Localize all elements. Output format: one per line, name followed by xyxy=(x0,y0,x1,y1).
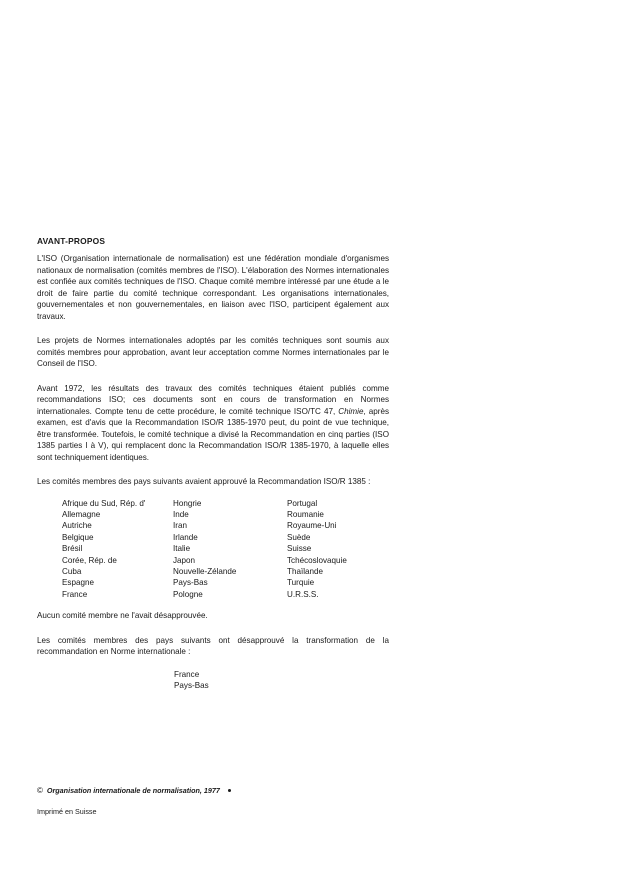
disapproving-countries-list xyxy=(174,669,389,692)
country-item: Turquie xyxy=(287,578,315,588)
country-item: Nouvelle-Zélande xyxy=(173,566,237,576)
country-item: Royaume-Uni xyxy=(287,521,337,531)
country-item: Japon xyxy=(173,555,196,565)
country-item: Portugal xyxy=(287,498,318,508)
foreword-heading: AVANT-PROPOS xyxy=(37,236,106,246)
printed-in: Imprimé en Suisse xyxy=(37,807,97,816)
country-item: Belgique xyxy=(62,532,94,542)
history-committee-name: Chimie xyxy=(338,406,364,416)
paragraph-history xyxy=(37,383,389,464)
country-item: Cuba xyxy=(62,566,82,576)
paragraph-iso-intro: L'ISO (Organisation internationale de normalisation) est une fédération mondiale d'organismes nationaux de normalisation (comités membres de l'ISO). L'élaboration des Normes internationales est confiée aux comités techniques de l'ISO. Chaque comité membre intéressé par une étude a le droit de faire partie du comité technique correspondant. Les organisations internationales, gouvernementales et non gouvernementales, en liaison avec l'ISO, participent également aux travaux. xyxy=(37,254,389,321)
country-item: France xyxy=(62,589,88,599)
copyright-icon: © xyxy=(37,786,43,795)
country-item: Pays-Bas xyxy=(174,681,209,691)
country-item: Roumanie xyxy=(287,509,324,519)
country-item: Corée, Rép. de xyxy=(62,555,117,565)
history-text-after: , après examen, est d'avis que la Recommandation ISO/R 1385-1970 peut, du point de vue technique, être transformée. Toutefois, le comité technique a divisé la Recommandation en cinq parties (ISO 1385 parties I à V), qui remplacent donc la Recommandation ISO/R 1385-1970, à laquelle elles sont techniquement identiques. xyxy=(37,406,389,462)
country-item: Pays-Bas xyxy=(173,578,208,588)
countries-column-1 xyxy=(62,498,173,601)
copyright-line xyxy=(37,786,231,795)
country-item: Afrique du Sud, Rép. d' xyxy=(62,498,146,508)
paragraph-draft-standards: Les projets de Normes internationales adoptés par les comités techniques sont soumis aux comités membres pour approbation, avant leur acceptation comme Normes internationales par le Conseil de l'ISO. xyxy=(37,336,389,368)
foreword-section xyxy=(37,236,389,692)
country-item: Brésil xyxy=(62,544,83,554)
country-item: Iran xyxy=(173,521,187,531)
country-item: Hongrie xyxy=(173,498,202,508)
country-item: Italie xyxy=(173,544,191,554)
country-item: Autriche xyxy=(62,521,92,531)
country-item: Inde xyxy=(173,509,189,519)
country-item: Pologne xyxy=(173,589,203,599)
country-item: Suède xyxy=(287,532,311,542)
paragraph-disapproval: Les comités membres des pays suivants ont désapprouvé la transformation de la recommandation en Norme internationale : xyxy=(37,635,389,657)
country-item: Allemagne xyxy=(62,509,101,519)
country-item: Suisse xyxy=(287,544,312,554)
bullet-icon xyxy=(228,789,231,792)
country-item: U.R.S.S. xyxy=(287,589,319,599)
paragraph-no-disapproval: Aucun comité membre ne l'avait désapprouvée. xyxy=(37,611,208,621)
countries-column-2 xyxy=(173,498,287,601)
paragraph-approval: Les comités membres des pays suivants avaient approuvé la Recommandation ISO/R 1385 : xyxy=(37,477,371,486)
copyright-organisation: Organisation internationale de normalisation, 1977 xyxy=(46,786,220,795)
country-item: Irlande xyxy=(173,532,198,542)
approving-countries-list xyxy=(62,498,389,601)
country-item: Tchécoslovaquie xyxy=(287,555,347,565)
country-item: Espagne xyxy=(62,578,94,588)
history-text-before: Avant 1972, les résultats des travaux des comités techniques étaient publiés comme recommandations ISO; ces documents sont en cours de transformation en Normes internationales. Compte tenu de cette procédure, le comité technique ISO/TC 47, xyxy=(37,383,389,416)
country-item: France xyxy=(174,669,200,679)
footer xyxy=(37,786,231,816)
country-item: Thaïlande xyxy=(287,566,323,576)
countries-column-3 xyxy=(287,498,387,601)
